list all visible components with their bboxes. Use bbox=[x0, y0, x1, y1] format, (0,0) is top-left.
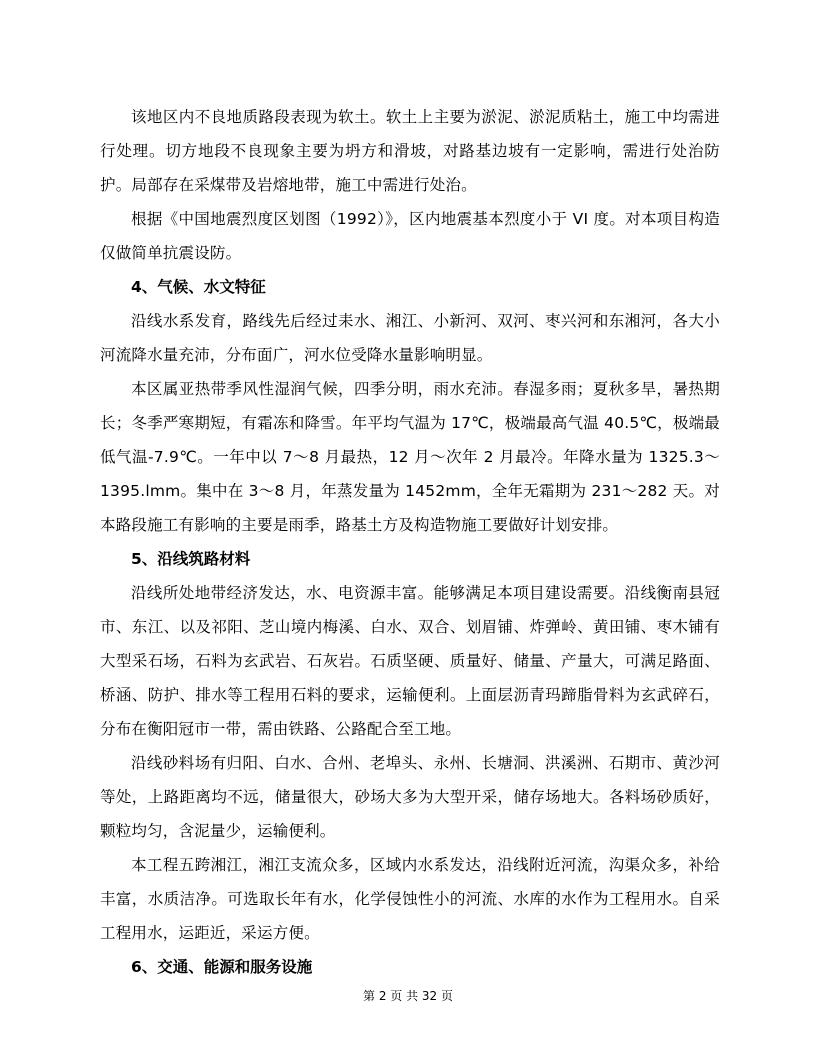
paragraph-soft-soil: 该地区内不良地质路段表现为软土。软土上主要为淤泥、淤泥质粘土，施工中均需进行处理。切方地段不良现象主要为坍方和滑坡，对路基边坡有一定影响，需进行处治防护。局部存在采煤带及岩熔地带，施工中需进行处治。 bbox=[100, 108, 720, 194]
paragraph-water-system: 沿线水系发育，路线先后经过耒水、湘江、小新河、双河、枣兴河和东湘河，各大小河流降水量充沛，分布面广，河水位受降水量影响明显。 bbox=[100, 312, 720, 364]
paragraph-sand-materials: 沿线砂料场有归阳、白水、合州、老埠头、永州、长塘洞、洪溪洲、石期市、黄沙河等处，上路距离均不远，储量很大，砂场大多为大型开采，储存场地大。各料场砂质好，颗粒均匀，含泥量少，运输便利。 bbox=[100, 754, 720, 840]
document-body bbox=[100, 100, 720, 984]
paragraph-climate: 本区属亚热带季风性湿润气候，四季分明，雨水充沛。春湿多雨；夏秋多旱，暑热期长；冬季严寒期短，有霜冻和降雪。年平均气温为 17℃，极端最高气温 40.5℃，极端最低气温-7.9℃。一年中以 7～8 月最热，12 月～次年 2 月最冷。年降水量为 1325.3～1395.lmm。集中在 3～8 月，年蒸发量为 1452mm，全年无霜期为 231～282 天。对本路段施工有影响的主要是雨季，路基土方及构造物施工要做好计划安排。 bbox=[100, 380, 720, 534]
heading-road-materials: 5、沿线筑路材料 bbox=[131, 550, 251, 568]
paragraph-stone-materials: 沿线所处地带经济发达，水、电资源丰富。能够满足本项目建设需要。沿线衡南县冠市、东江、以及祁阳、芝山境内梅溪、白水、双合、划眉铺、炸弹岭、黄田铺、枣木铺有大型采石场，石料为玄武岩、石灰岩。石质坚硬、质量好、储量、产量大，可满足路面、桥涵、防护、排水等工程用石料的要求，运输便利。上面层沥青玛蹄脂骨料为玄武碎石，分布在衡阳冠市一带，需由铁路、公路配合至工地。 bbox=[100, 584, 720, 738]
paragraph-water-supply: 本工程五跨湘江，湘江支流众多，区域内水系发达，沿线附近河流，沟渠众多，补给丰富，水质洁净。可选取长年有水，化学侵蚀性小的河流、水库的水作为工程用水。自采工程用水，运距近，采运方便。 bbox=[100, 856, 720, 942]
paragraph-seismic: 根据《中国地震烈度区划图（1992）》，区内地震基本烈度小于 VI 度。对本项目构造仅做简单抗震设防。 bbox=[100, 210, 720, 262]
heading-transport-energy: 6、交通、能源和服务设施 bbox=[131, 958, 313, 976]
page-footer: 第 2 页 共 32 页 bbox=[363, 989, 453, 1003]
heading-climate-hydrology: 4、气候、水文特征 bbox=[131, 278, 266, 296]
